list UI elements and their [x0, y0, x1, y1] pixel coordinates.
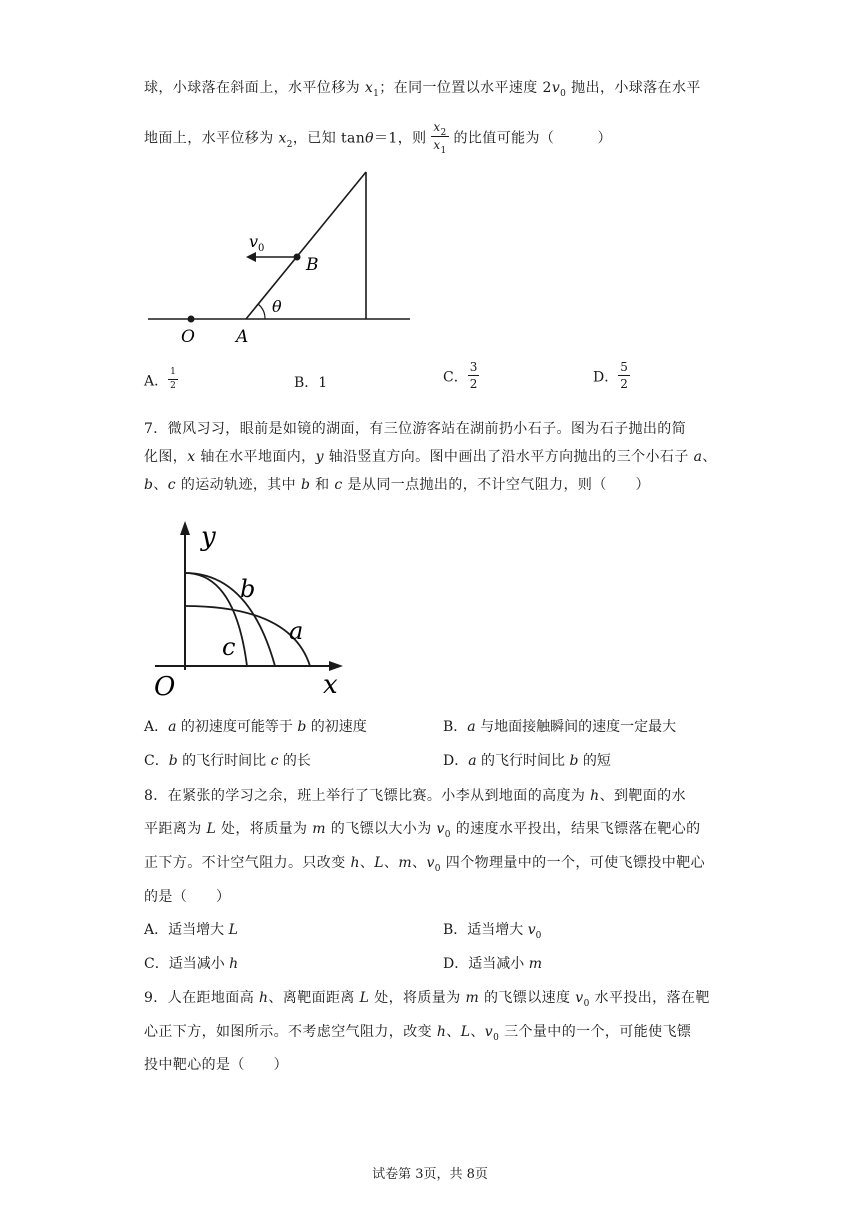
q7-option-d: D．a 的飞行时间比 b 的短: [443, 753, 611, 769]
trajectory-c: [185, 573, 247, 666]
q7-line-2: 化图，x 轴在水平地面内，y 轴沿竖直方向。图中画出了沿水平方向抛出的三个小石子 a、: [144, 449, 717, 465]
q7-line-1: 7．微风习习，眼前是如镜的湖面，有三位游客站在湖前扔小石子。图为石子抛出的简: [144, 421, 687, 437]
q6-incline-figure: [140, 162, 430, 352]
q9-line-1: 9．人在距地面高 h、离靶面距离 L 处，将质量为 m 的飞镖以速度 $v_0$ 水平投出，落在靶: [144, 990, 710, 1009]
q6-line-2: 地面上，水平位移为 $x_2$，已知 tanθ＝1，则 $\frac{x_2}{x_1}$ 的比值可能为（ ）: [144, 120, 612, 156]
q9-line-3: 投中靶心的是（ ）: [144, 1057, 288, 1073]
page-footer: 试卷第 3页，共 8页: [372, 1167, 488, 1182]
label-a: a: [289, 617, 304, 645]
label-B: B: [306, 255, 319, 275]
label-b: b: [240, 575, 256, 603]
origin-label: O: [154, 672, 176, 700]
x-axis-label: x: [323, 670, 338, 700]
q6-option-a: A． $\frac{1}{2}$: [144, 367, 176, 391]
q7-option-a: A．a 的初速度可能等于 b 的初速度: [144, 719, 367, 735]
label-A: A: [236, 327, 249, 347]
q6-option-d: D． $\frac{5}{2}$: [593, 360, 628, 391]
label-O: O: [181, 327, 195, 347]
q7-trajectory-figure: [145, 515, 355, 700]
q8-option-c: C．适当减小 h: [144, 956, 239, 972]
label-c: c: [222, 633, 236, 661]
point-O: [188, 316, 195, 323]
q8-line-2: 平距离为 L 处，将质量为 m 的飞镖以大小为 $v_0$ 的速度水平投出，结果飞镖落在靶心的: [144, 821, 701, 840]
theta-arc: [258, 304, 265, 319]
q8-line-1: 8．在紧张的学习之余，班上举行了飞镖比赛。小李从到地面的高度为 h、到靶面的水: [144, 788, 686, 804]
q9-line-2: 心正下方，如图所示。不考虑空气阻力，改变 h、L、$v_0$ 三个量中的一个，可能使飞镖: [144, 1024, 692, 1043]
v0-arrowhead: [246, 252, 256, 262]
v0-label: $v_0$: [249, 232, 265, 254]
x2-over-x1-fraction: $\frac{x_2}{x_1}$: [433, 120, 447, 156]
q8-option-d: D．适当减小 m: [443, 956, 542, 972]
q6-option-b: B．1: [294, 375, 328, 391]
q7-option-c: C．b 的飞行时间比 c 的长: [144, 753, 311, 769]
q8-option-a: A．适当增大 L: [144, 922, 238, 938]
y-axis-label: y: [201, 522, 216, 552]
q6-line-1: 球，小球落在斜面上，水平位移为 $x_1$；在同一位置以水平速度 $2v_0$ 抛出，小球落在水平: [144, 80, 701, 99]
label-theta: θ: [272, 297, 282, 316]
y-axis-arrowhead: [180, 521, 190, 535]
q7-line-3: b、c 的运动轨迹，其中 b 和 c 是从同一点抛出的，不计空气阻力，则（ ）: [144, 477, 650, 493]
point-B: [294, 254, 301, 261]
q8-line-3: 正下方。不计空气阻力。只改变 h、L、m、$v_0$ 四个物理量中的一个，可使飞镖投中靶心: [144, 855, 705, 874]
q8-option-b: B．适当增大 $v_0$: [443, 922, 542, 941]
q7-option-b: B．a 与地面接触瞬间的速度一定最大: [443, 719, 677, 735]
q6-option-c: C． $\frac{3}{2}$: [443, 360, 478, 391]
q8-line-4: 的是（ ）: [144, 889, 231, 905]
